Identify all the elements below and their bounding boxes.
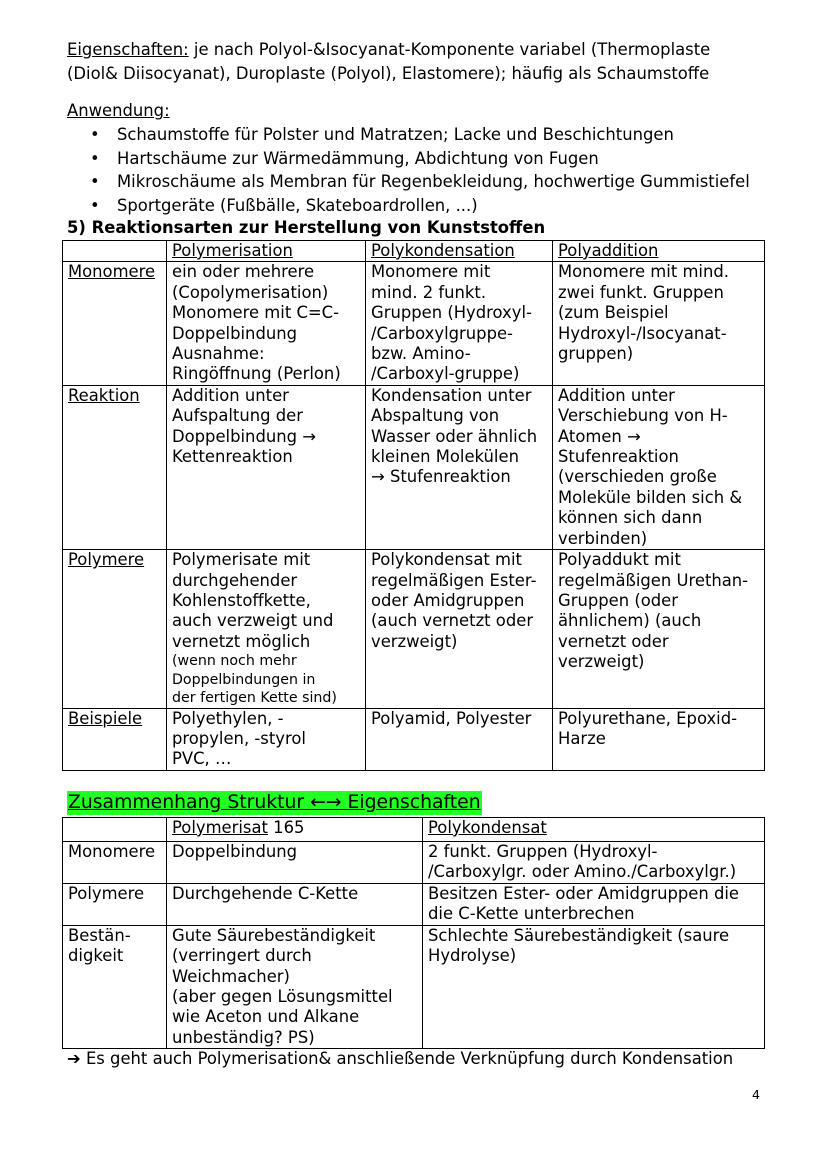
row-label: Monomere [63,842,167,884]
struktur-eigenschaften-table [62,817,765,1049]
table-cell: Kondensation unter Abspaltung von Wasser oder ähnlich kleinen Molekülen → Stufenreaktion [366,385,553,549]
cell-note-text: (wenn noch mehr Doppelbindungen in der fertigen Kette sind) [172,653,337,707]
table-cell: Durchgehende C-Kette [167,884,423,926]
table-row [63,925,765,1048]
table-header-cell: Polyaddition [553,241,765,262]
table-cell: Polykondensat mit regelmäßigen Ester- oder Amidgruppen (auch vernetzt oder verzweigt) [366,550,553,709]
table-header-cell [63,241,167,262]
conclusion-text: Es geht auch Polymerisation& anschließende Verknüpfung durch Kondensation [80,1049,734,1068]
anwendung-label: Anwendung: [67,101,170,120]
table-cell: 2 funkt. Gruppen (Hydroxyl- /Carboxylgr. oder Amino./Carboxylgr.) [423,842,765,884]
list-item: • Schaumstoffe für Polster und Matratzen; Lacke und Beschichtungen [90,123,790,147]
row-label: Beispiele [63,708,167,770]
table-header-row [63,241,765,262]
row-label: Polymere [63,550,167,709]
conclusion-line [67,1049,733,1070]
eigenschaften-label: Eigenschaften: [67,40,189,59]
table-header-cell: Polykondensation [366,241,553,262]
anwendung-list [90,123,790,217]
list-item: • Hartschäume zur Wärmedämmung, Abdichtung von Fugen [90,147,790,171]
cell-main-text: Polymerisate mit durchgehender Kohlenstoffkette, auch verzweigt und vernetzt möglich [172,550,334,651]
row-label: Monomere [63,262,167,385]
table-cell: ein oder mehrere (Copolymerisation) Monomere mit C=C- Doppelbindung Ausnahme: Ringöffnung (Perlon) [167,262,366,385]
row-label: Bestän- digkeit [63,925,167,1048]
table-row [63,385,765,549]
list-item: • Sportgeräte (Fußbälle, Skateboardrollen, ...) [90,194,790,218]
table-cell: Doppelbindung [167,842,423,884]
table-cell: Addition unter Verschiebung von H- Atomen → Stufenreaktion (verschieden große Moleküle bilden sich & können sich dann verbinden) [553,385,765,549]
table-row [63,262,765,385]
eigenschaften-line2: (Diol& Diisocyanat), Duroplaste (Polyol), Elastomere); häufig als Schaumstoffe [67,63,710,83]
eigenschaften-line1: je nach Polyol-&Isocyanat-Komponente variabel (Thermoplaste [188,40,711,59]
table-cell: Polyethylen, - propylen, -styrol PVC, … [167,708,366,770]
table-row [63,550,765,709]
table-header-cell: Polykondensat [423,818,765,842]
table-row [63,708,765,770]
table-cell: Schlechte Säurebeständigkeit (saure Hydrolyse) [423,925,765,1048]
table-cell [167,550,366,709]
row-label: Reaktion [63,385,167,549]
reaktionsarten-table [62,240,765,771]
list-item: • Mikroschäume als Membran für Regenbekleidung, hochwertige Gummistiefel [90,170,790,194]
table-header-cell: Polymerisat 165 [167,818,423,842]
page-number: 4 [752,1087,760,1102]
table-cell: Polyamid, Polyester [366,708,553,770]
table-header-cell: Polymerisation [167,241,366,262]
table-cell: Gute Säurebeständigkeit (verringert durch Weichmacher) (aber gegen Lösungsmittel wie Aceton und Alkane unbeständig? PS) [167,925,423,1048]
row-label: Polymere [63,884,167,926]
table-cell: Polyurethane, Epoxid- Harze [553,708,765,770]
table-cell: Monomere mit mind. 2 funkt. Gruppen (Hydroxyl- /Carboxylgruppe- bzw. Amino- /Carboxyl-gruppe) [366,262,553,385]
arrow-icon: ➔ [67,1049,81,1068]
table-cell: Addition unter Aufspaltung der Doppelbindung → Kettenreaktion [167,385,366,549]
table-header-row [63,818,765,842]
table-cell: Monomere mit mind. zwei funkt. Gruppen (zum Beispiel Hydroxyl-/Isocyanat- gruppen) [553,262,765,385]
table-row [63,884,765,926]
table-cell: Besitzen Ester- oder Amidgruppen die die C-Kette unterbrechen [423,884,765,926]
section-heading-reaktionsarten: 5) Reaktionsarten zur Herstellung von Kunststoffen [67,218,546,237]
eigenschaften-paragraph [67,40,777,84]
table-header-cell [63,818,167,842]
table-cell: Polyaddukt mit regelmäßigen Urethan- Gruppen (oder ähnlichem) (auch vernetzt oder verzweigt) [553,550,765,709]
highlighted-heading-struktur: Zusammenhang Struktur ←→ Eigenschaften [68,792,481,813]
table-row [63,842,765,884]
